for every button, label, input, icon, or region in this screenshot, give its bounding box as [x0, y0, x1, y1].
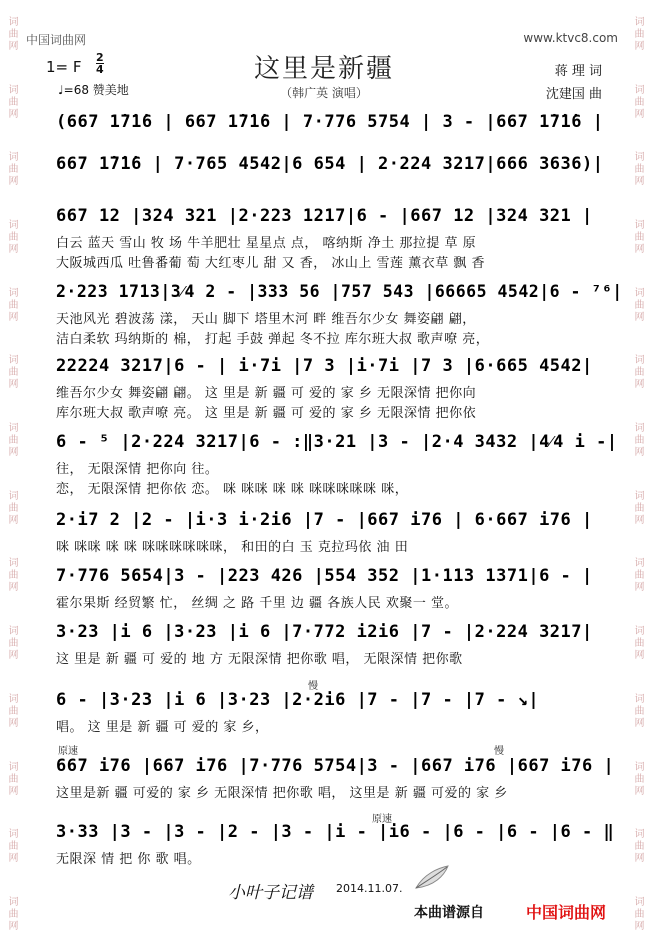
watermark-text: 词曲网 — [6, 828, 17, 865]
watermark-text: 词曲网 — [6, 692, 17, 729]
watermark-text: 词曲网 — [6, 895, 17, 932]
lyric-line: 这里是新 疆 可爱的 家 乡 无限深情 把你歌 唱， 这里是 新 疆 可爱的 家 乡 — [56, 786, 508, 801]
lyric-line: 洁白柔软 玛纳斯的 棉， 打起 手鼓 弹起 冬不拉 库尔班大叔 歌声嘹 亮， — [56, 332, 490, 347]
watermark-text: 词曲网 — [632, 557, 643, 594]
watermark-right — [630, 0, 644, 948]
lyricist-credit: 蒋 理 词 — [554, 64, 602, 79]
watermark-text: 词曲网 — [6, 489, 17, 526]
lyric-line: 这 里是 新 疆 可 爱的 地 方 无限深情 把你歌 唱， 无限深情 把你歌 — [56, 652, 463, 667]
time-signature-bottom: 4 — [96, 63, 104, 76]
lyric-line: 咪 咪咪 咪 咪 咪咪咪咪咪咪， 和田的白 玉 克拉玛依 油 田 — [56, 540, 409, 555]
watermark-text: 词曲网 — [632, 151, 643, 188]
watermark-text: 词曲网 — [632, 83, 643, 120]
watermark-text: 词曲网 — [632, 760, 643, 797]
watermark-text: 词曲网 — [6, 557, 17, 594]
site-name-left[interactable]: 中国词曲网 — [26, 33, 87, 47]
watermark-text: 词曲网 — [6, 218, 17, 255]
watermark-text: 词曲网 — [6, 625, 17, 662]
tempo-mark-slow: 慢 — [308, 681, 318, 692]
watermark-text: 词曲网 — [6, 15, 17, 52]
lyric-line: 天池风光 碧波荡 漾， 天山 脚下 塔里木河 畔 维吾尔少女 舞姿翩 翩， — [56, 312, 476, 327]
time-signature-top: 2 — [96, 51, 104, 64]
notation-line: 22224 3217|6 - | i·7i |7 3 |i·7i |7 3 |6·665 4542| — [56, 356, 593, 376]
lyric-line: 无限深 情 把 你 歌 唱。 — [56, 852, 201, 867]
notation-line: 2·i7 2 |2 - |i·3 i·2i6 |7 - |667 i76 | 6·667 i76 | — [56, 510, 593, 530]
watermark-text: 词曲网 — [6, 151, 17, 188]
source-site-link[interactable]: 中国词曲网 — [526, 903, 607, 922]
watermark-text: 词曲网 — [632, 692, 643, 729]
notation-line: 7·776 5654|3 - |223 426 |554 352 |1·113 1371|6 - | — [56, 566, 593, 586]
watermark-text: 词曲网 — [6, 422, 17, 459]
watermark-text: 词曲网 — [6, 760, 17, 797]
watermark-text: 词曲网 — [632, 218, 643, 255]
tempo-mark-slow-2: 慢 — [494, 746, 504, 757]
watermark-text: 词曲网 — [632, 422, 643, 459]
tempo-mark-original-2: 原速 — [372, 814, 392, 825]
watermark-text: 词曲网 — [6, 286, 17, 323]
lyric-line: 往， 无限深情 把你向 往。 — [56, 462, 219, 477]
watermark-text: 词曲网 — [632, 895, 643, 932]
notation-line: 6 - |3·23 |i 6 |3·23 |2·2i6 |7 - |7 - |7 - ↘| — [56, 690, 540, 710]
notation-line: 2·223 1713|3⁄4 2 - |333 56 |757 543 |66665 4542|6 - ⁷⁶| — [56, 282, 623, 301]
key-signature: 1= F — [46, 58, 82, 76]
watermark-text: 词曲网 — [632, 828, 643, 865]
notation-line: 6 - ⁵ |2·224 3217|6 - :‖3·21 |3 - |2·4 3432 |4⁄4 i -| — [56, 432, 618, 452]
lyric-line: 白云 蓝天 雪山 牧 场 牛羊肥壮 星星点 点， 喀纳斯 净土 那拉提 草 原 — [56, 236, 477, 251]
composer-credit: 沈建国 曲 — [545, 87, 602, 102]
lyric-line: 大阪城西瓜 吐鲁番葡 萄 大红枣儿 甜 又 香， 冰山上 雪莲 薰衣草 飘 香 — [56, 256, 485, 271]
source-label: 本曲谱源自 — [414, 905, 484, 921]
tempo-mark-original: 原速 — [58, 746, 78, 757]
lyric-line: 霍尔果斯 经贸繁 忙， 丝绸 之 路 千里 边 疆 各族人民 欢聚一 堂。 — [56, 596, 458, 611]
watermark-text: 词曲网 — [632, 15, 643, 52]
song-title: 这里是新疆 — [253, 54, 394, 84]
site-url-right[interactable]: www.ktvc8.com — [523, 31, 618, 45]
song-performer: （韩广英 演唱） — [280, 86, 368, 100]
lyric-line: 恋， 无限深情 把你依 恋。 咪 咪咪 咪 咪 咪咪咪咪咪 咪， — [56, 482, 409, 497]
notation-line: 667 1̇7̇1̇6 | 7·765 4542|6 654 | 2·224 3217|666 3636)| — [56, 154, 604, 174]
lyric-line: 唱。 这 里是 新 疆 可 爱的 家 乡， — [56, 720, 269, 735]
watermark-text: 词曲网 — [6, 83, 17, 120]
watermark-text: 词曲网 — [632, 286, 643, 323]
transcription-date: 2014.11.07. — [336, 882, 403, 895]
watermark-text: 词曲网 — [6, 354, 17, 391]
notation-line: (667 1̇7̇1̇6 | 667 1̇7̇1̇6 | 7·776 5754 | 3 - |667 1̇7̇1̇6 | — [56, 112, 604, 132]
notation-line: 667 i76 |667 i76 |7·776 5754|3 - |667 i76 |667 i76 | — [56, 756, 615, 776]
notation-line: 3·23 |i 6 |3·23 |i 6 |7·772 i2i6 |7 - |2·224 3217| — [56, 622, 593, 642]
watermark-text: 词曲网 — [632, 354, 643, 391]
lyric-line: 维吾尔少女 舞姿翩 翩。 这 里是 新 疆 可 爱的 家 乡 无限深情 把你向 — [56, 386, 477, 401]
leaf-icon — [414, 864, 450, 894]
watermark-left — [4, 0, 18, 948]
watermark-text: 词曲网 — [632, 625, 643, 662]
watermark-text: 词曲网 — [632, 489, 643, 526]
transcriber-signature: 小叶子记谱 — [228, 883, 313, 903]
notation-line: 3·33 |3 - |3 - |2 - |3 - |i - |i6 - |6 - |6 - |6 - ‖ — [56, 822, 615, 842]
lyric-line: 库尔班大叔 歌声嘹 亮。 这 里是 新 疆 可 爱的 家 乡 无限深情 把你依 — [56, 406, 477, 421]
tempo-marking: ♩=68 赞美地 — [58, 83, 129, 97]
notation-line: 667 12 |324 321 |2·223 1217|6 - |667 12 |324 321 | — [56, 206, 593, 226]
time-signature — [96, 52, 104, 75]
